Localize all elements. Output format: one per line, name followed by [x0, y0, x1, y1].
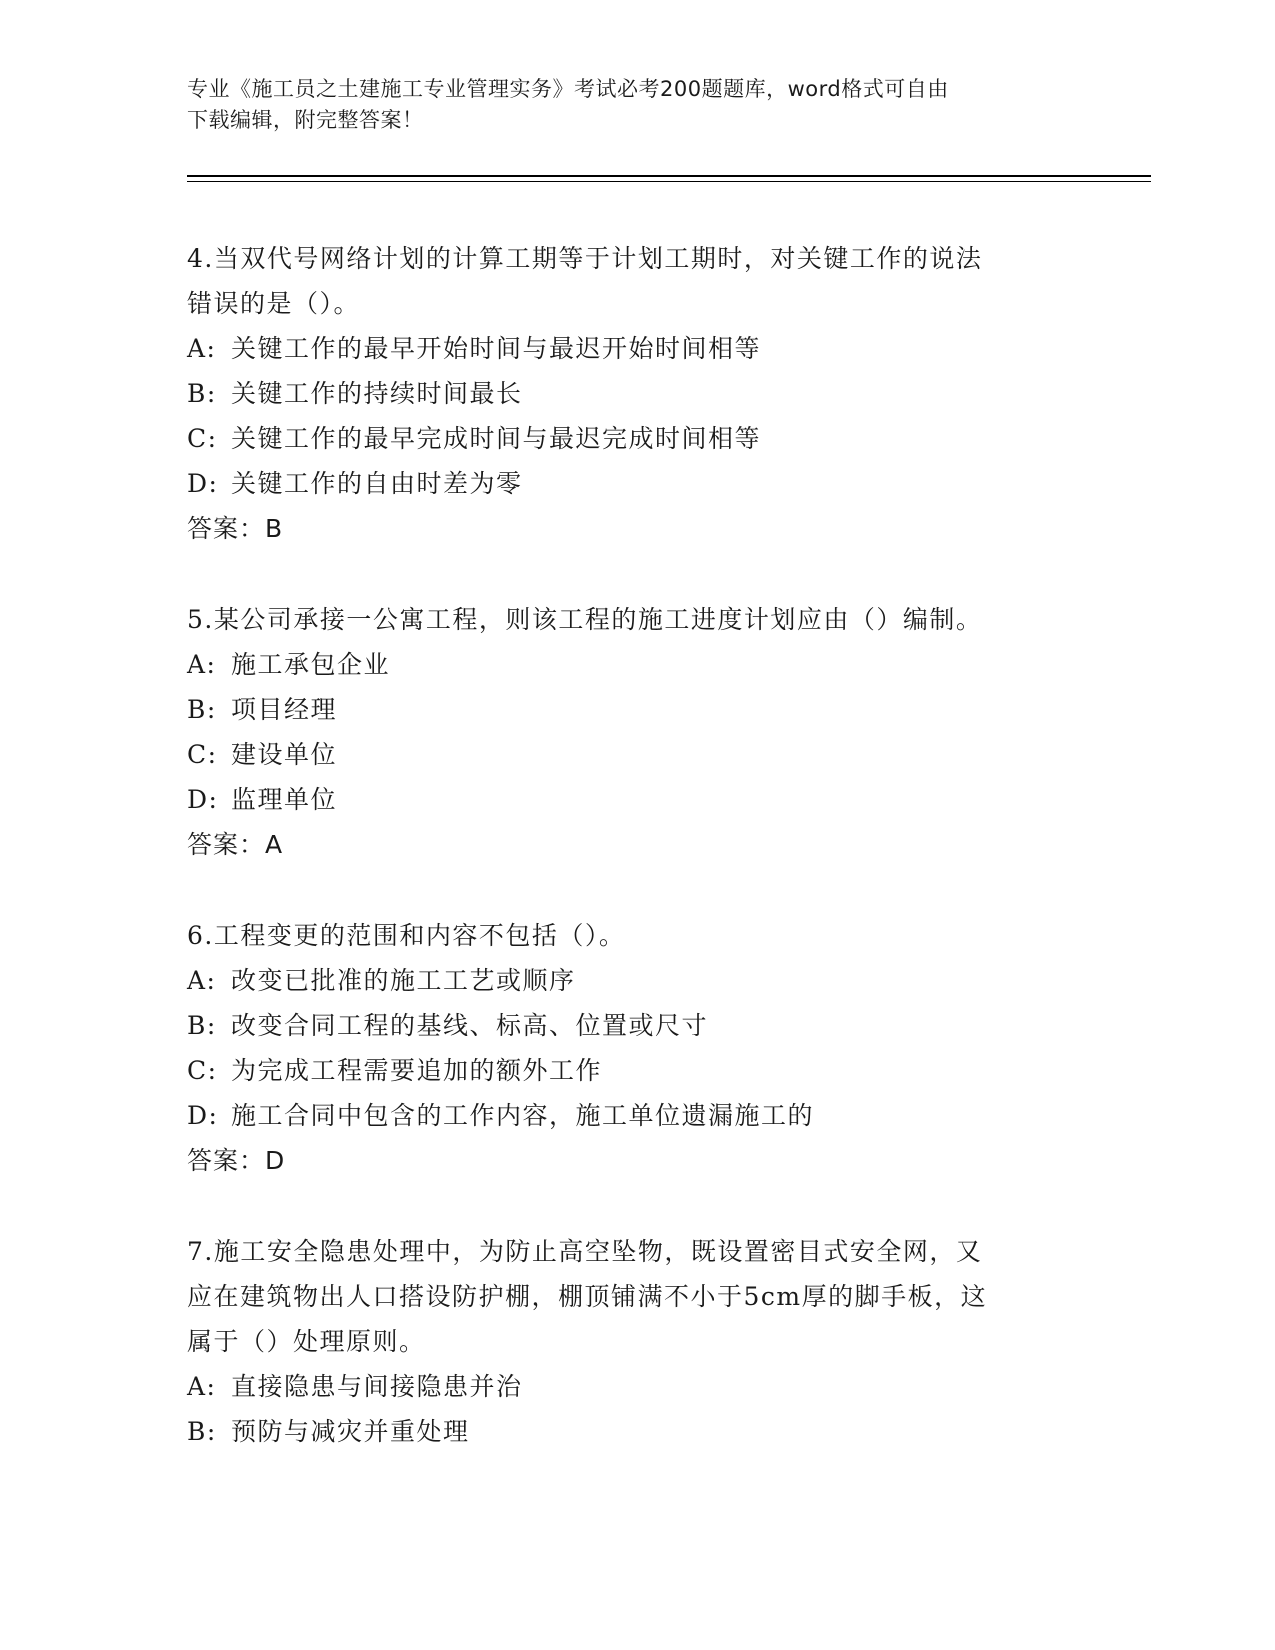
option-letter: A:	[187, 1372, 217, 1401]
header-divider-thick	[187, 175, 1151, 177]
option-text: 关键工作的最早开始时间与最迟开始时间相等	[231, 334, 762, 363]
question-stem-line: 7.施工安全隐患处理中，为防止高空坠物，既设置密目式安全网，又	[187, 1237, 983, 1266]
option-b	[187, 1003, 1087, 1048]
option-letter: A:	[187, 334, 217, 363]
option-text: 预防与减灾并重处理	[231, 1417, 470, 1446]
question-7	[187, 1229, 1087, 1454]
question-stem-line: 5.某公司承接一公寓工程，则该工程的施工进度计划应由（）编制。	[187, 605, 983, 634]
option-text: 直接隐患与间接隐患并治	[231, 1372, 523, 1401]
option-text: 关键工作的持续时间最长	[231, 379, 523, 408]
option-letter: B:	[187, 1011, 217, 1040]
answer-line: 答案：B	[187, 514, 284, 543]
option-d	[187, 777, 1087, 822]
question-5	[187, 597, 1087, 867]
question-stem-line: 属于（）处理原则。	[187, 1327, 426, 1356]
option-letter: B:	[187, 379, 217, 408]
answer-line: 答案：A	[187, 830, 284, 859]
option-text: 施工合同中包含的工作内容，施工单位遗漏施工的	[231, 1101, 815, 1130]
header-divider-thin	[187, 181, 1151, 182]
question-stem-line: 错误的是（）。	[187, 289, 361, 318]
question-list	[187, 236, 1087, 1500]
option-letter: A:	[187, 966, 217, 995]
option-c	[187, 1048, 1087, 1093]
question-6	[187, 913, 1087, 1183]
option-text: 项目经理	[231, 695, 338, 724]
option-c	[187, 732, 1087, 777]
option-letter: D:	[187, 785, 219, 814]
question-stem-line: 应在建筑物出人口搭设防护棚，棚顶铺满不小于5cm厚的脚手板，这	[187, 1282, 988, 1311]
option-d	[187, 1093, 1087, 1138]
option-text: 施工承包企业	[231, 650, 391, 679]
option-text: 建设单位	[231, 740, 338, 769]
option-a	[187, 326, 1087, 371]
option-text: 监理单位	[231, 785, 338, 814]
option-text: 关键工作的自由时差为零	[231, 469, 523, 498]
option-letter: C:	[187, 424, 218, 453]
option-letter: A:	[187, 650, 217, 679]
document-header	[187, 74, 1087, 136]
option-b	[187, 687, 1087, 732]
header-line-1: 专业《施工员之土建施工专业管理实务》考试必考200题题库，word格式可自由	[187, 77, 949, 101]
option-letter: C:	[187, 740, 218, 769]
header-line-2: 下载编辑，附完整答案！	[187, 108, 424, 132]
option-letter: B:	[187, 1417, 217, 1446]
option-a	[187, 958, 1087, 1003]
option-letter: C:	[187, 1056, 218, 1085]
question-4	[187, 236, 1087, 551]
option-letter: D:	[187, 469, 219, 498]
question-stem-line: 6.工程变更的范围和内容不包括（）。	[187, 921, 626, 950]
option-a	[187, 642, 1087, 687]
option-b	[187, 371, 1087, 416]
option-a	[187, 1364, 1087, 1409]
answer-line: 答案：D	[187, 1146, 286, 1175]
option-b	[187, 1409, 1087, 1454]
option-text: 改变已批准的施工工艺或顺序	[231, 966, 576, 995]
option-text: 为完成工程需要追加的额外工作	[231, 1056, 603, 1085]
option-c	[187, 416, 1087, 461]
option-text: 改变合同工程的基线、标高、位置或尺寸	[231, 1011, 709, 1040]
option-text: 关键工作的最早完成时间与最迟完成时间相等	[231, 424, 762, 453]
question-stem-line: 4.当双代号网络计划的计算工期等于计划工期时，对关键工作的说法	[187, 244, 983, 273]
option-letter: B:	[187, 695, 217, 724]
option-d	[187, 461, 1087, 506]
option-letter: D:	[187, 1101, 219, 1130]
